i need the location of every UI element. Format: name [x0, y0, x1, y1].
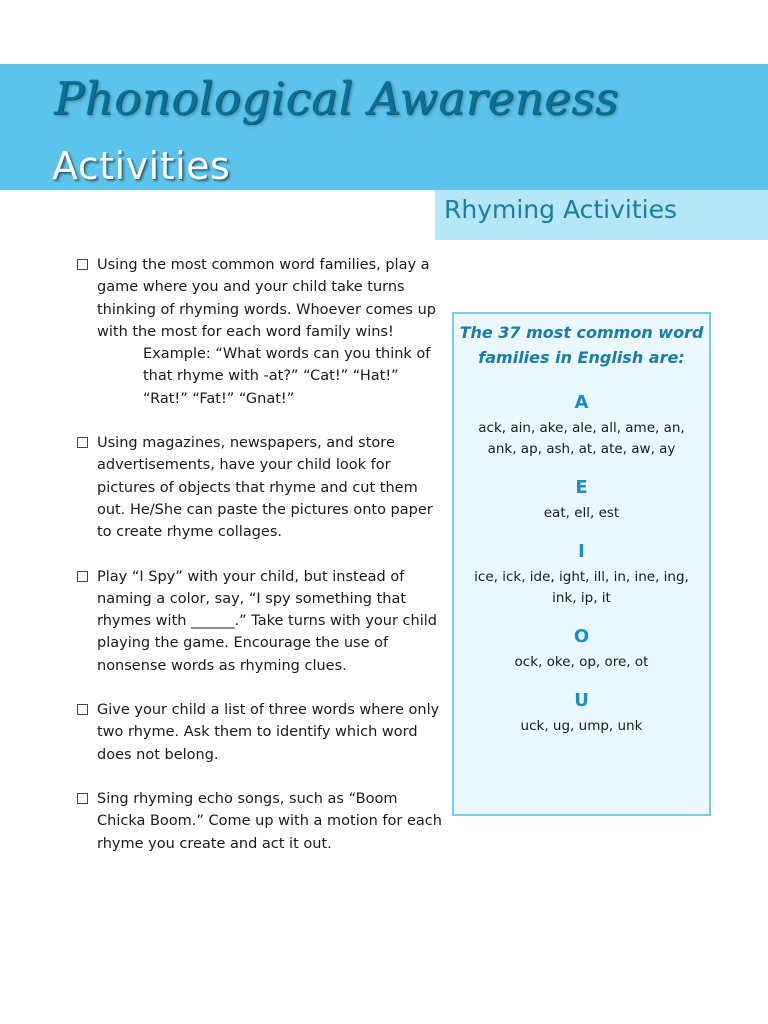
word-family-list: ock, oke, op, ore, ot	[514, 654, 649, 670]
checkbox-icon[interactable]	[77, 437, 88, 448]
vowel-letter: A	[574, 392, 589, 413]
activity-item	[76, 699, 444, 766]
word-family-groups	[454, 392, 709, 737]
activity-item	[76, 432, 444, 543]
section-title: Rhyming Activities	[444, 195, 678, 224]
activity-item	[76, 566, 444, 677]
word-family-group-i	[454, 541, 709, 609]
word-family-group-o	[454, 626, 709, 673]
checkbox-icon[interactable]	[77, 704, 88, 715]
checkbox-icon[interactable]	[77, 793, 88, 804]
activity-list	[76, 254, 444, 877]
activity-text: Using the most common word families, play a game where you and your child take turns thinking of rhyming words. Whoever comes up with the most for each word family wins!	[97, 257, 436, 340]
activity-text: Play “I Spy” with your child, but instead of naming a color, say, “I spy something that rhymes with ______.” Take turns with your child playing the game. Encourage the use of nonsense words as rhyming clues.	[97, 568, 437, 674]
word-family-group-u	[454, 690, 709, 737]
activity-item	[76, 788, 444, 855]
word-family-group-e	[454, 477, 709, 524]
page-subtitle: Activities	[52, 144, 231, 188]
activity-text: Sing rhyming echo songs, such as “Boom Chicka Boom.” Come up with a motion for each rhyme you create and act it out.	[97, 790, 442, 852]
vowel-letter: I	[578, 541, 585, 562]
checkbox-icon[interactable]	[77, 571, 88, 582]
word-families-box	[452, 312, 711, 816]
word-family-group-a	[454, 392, 709, 460]
activity-text: Give your child a list of three words where only two rhyme. Ask them to identify which word does not belong.	[97, 702, 440, 763]
activity-example: Example: “What words can you think of that rhyme with -at?” “Cat!” “Hat!” “Rat!” “Fat!” “Gnat!”	[143, 346, 431, 407]
vowel-letter: E	[575, 477, 588, 498]
vowel-letter: U	[574, 690, 589, 711]
word-family-list: eat, ell, est	[543, 505, 620, 521]
word-family-list: ack, ain, ake, ale, all, ame, an, ank, ap, ash, at, ate, aw, ay	[478, 420, 685, 457]
page-title: Phonological Awareness	[54, 72, 619, 125]
word-families-heading: The 37 most common word families in English are:	[459, 323, 704, 367]
word-family-list: uck, ug, ump, unk	[520, 718, 643, 734]
word-family-list: ice, ick, ide, ight, ill, in, ine, ing, ink, ip, it	[474, 569, 689, 606]
activity-text: Using magazines, newspapers, and store advertisements, have your child look for pictures of objects that rhyme and cut them out. He/She can paste the pictures onto paper to create rhyme collages.	[97, 435, 433, 541]
vowel-letter: O	[573, 626, 590, 647]
activity-item	[76, 254, 444, 410]
checkbox-icon[interactable]	[77, 259, 88, 270]
